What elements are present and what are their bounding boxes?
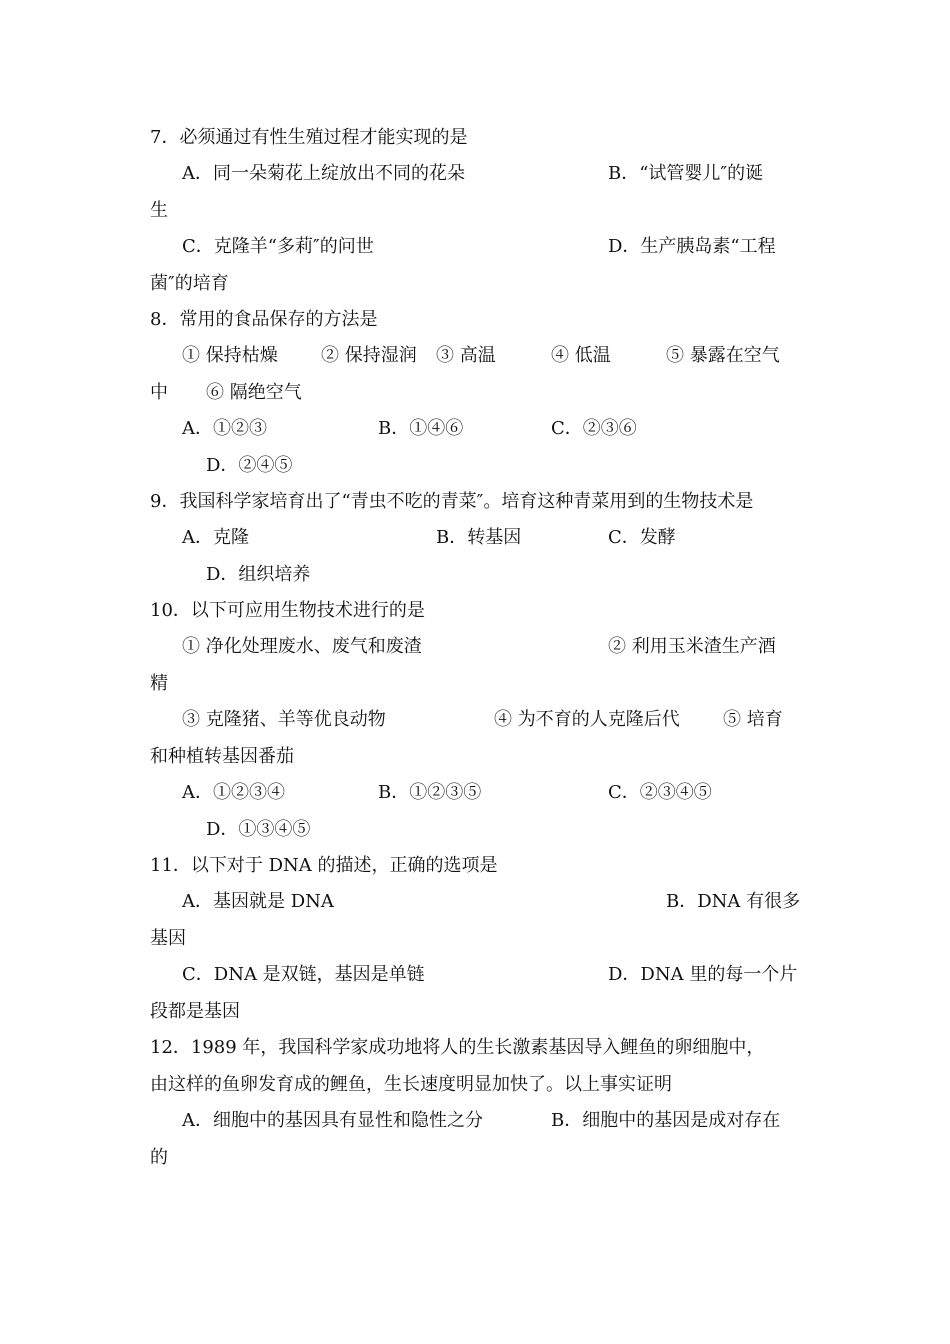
question-9-option-a: A．克隆 (182, 527, 249, 548)
question-7-option-a: A．同一朵菊花上绽放出不同的花朵 (182, 163, 465, 184)
question-11-option-d: D．DNA 里的每一个片 (608, 964, 798, 985)
question-8-item-6: ⑥ 隔绝空气 (206, 382, 302, 403)
question-8-item-5-wrap: 中 (150, 382, 168, 403)
question-8-option-c: C．②③⑥ (551, 418, 637, 439)
question-7-option-d-wrap: 菌″的培育 (150, 273, 229, 294)
question-11-stem: 11．以下对于 DNA 的描述，正确的选项是 (150, 855, 498, 876)
question-8-option-a: A．①②③ (182, 418, 267, 439)
question-11-option-b-wrap: 基因 (150, 928, 186, 949)
question-8-item-3: ③ 高温 (436, 345, 496, 366)
question-10-item-1: ① 净化处理废水、废气和废渣 (182, 636, 422, 657)
question-8-option-d: D．②④⑤ (206, 455, 293, 476)
question-10-stem: 10．以下可应用生物技术进行的是 (150, 600, 425, 621)
question-12-option-b-wrap: 的 (150, 1147, 168, 1168)
question-7-option-b: B．“试管婴儿″的诞 (608, 163, 764, 184)
question-9-stem: 9．我国科学家培育出了“青虫不吃的青菜″。培育这种青菜用到的生物技术是 (150, 491, 754, 512)
question-7-option-d: D．生产胰岛素“工程 (608, 236, 776, 257)
question-10-item-3: ③ 克隆猪、羊等优良动物 (182, 709, 386, 730)
question-7-option-b-wrap: 生 (150, 200, 168, 221)
question-11-option-b: B．DNA 有很多 (666, 891, 801, 912)
question-11-option-c: C．DNA 是双链，基因是单链 (182, 964, 425, 985)
question-8-item-4: ④ 低温 (551, 345, 611, 366)
question-10-option-d: D．①③④⑤ (206, 819, 311, 840)
question-12-stem: 12．1989 年，我国科学家成功地将人的生长激素基因导入鲤鱼的卵细胞中， (150, 1037, 765, 1058)
question-10-option-a: A．①②③④ (182, 782, 285, 803)
question-11-option-d-wrap: 段都是基因 (150, 1001, 240, 1022)
question-10-item-5: ⑤ 培育 (723, 709, 783, 730)
question-8-option-b: B．①④⑥ (378, 418, 464, 439)
question-8-stem: 8．常用的食品保存的方法是 (150, 309, 378, 330)
question-7-option-c: C．克隆羊“多莉″的问世 (182, 236, 374, 257)
question-12-option-b: B．细胞中的基因是成对存在 (551, 1110, 781, 1131)
question-8-item-5: ⑤ 暴露在空气 (666, 345, 780, 366)
question-10-item-2: ② 利用玉米渣生产酒 (608, 636, 776, 657)
question-9-option-c: C．发酵 (608, 527, 676, 548)
question-9-option-b: B．转基因 (436, 527, 522, 548)
question-8-item-2: ② 保持湿润 (321, 345, 417, 366)
question-12-stem-cont: 由这样的鱼卵发育成的鲤鱼，生长速度明显加快了。以上事实证明 (150, 1074, 672, 1095)
question-10-option-b: B．①②③⑤ (378, 782, 482, 803)
question-10-item-2-wrap: 精 (150, 673, 168, 694)
question-10-option-c: C．②③④⑤ (608, 782, 712, 803)
question-8-item-1: ① 保持枯燥 (182, 345, 278, 366)
question-11-option-a: A．基因就是 DNA (182, 891, 334, 912)
question-7-stem: 7．必须通过有性生殖过程才能实现的是 (150, 127, 468, 148)
question-9-option-d: D．组织培养 (206, 564, 311, 585)
question-10-item-5-wrap: 和种植转基因番茄 (150, 746, 294, 767)
question-12-option-a: A．细胞中的基因具有显性和隐性之分 (182, 1110, 483, 1131)
question-10-item-4: ④ 为不育的人克隆后代 (494, 709, 680, 730)
